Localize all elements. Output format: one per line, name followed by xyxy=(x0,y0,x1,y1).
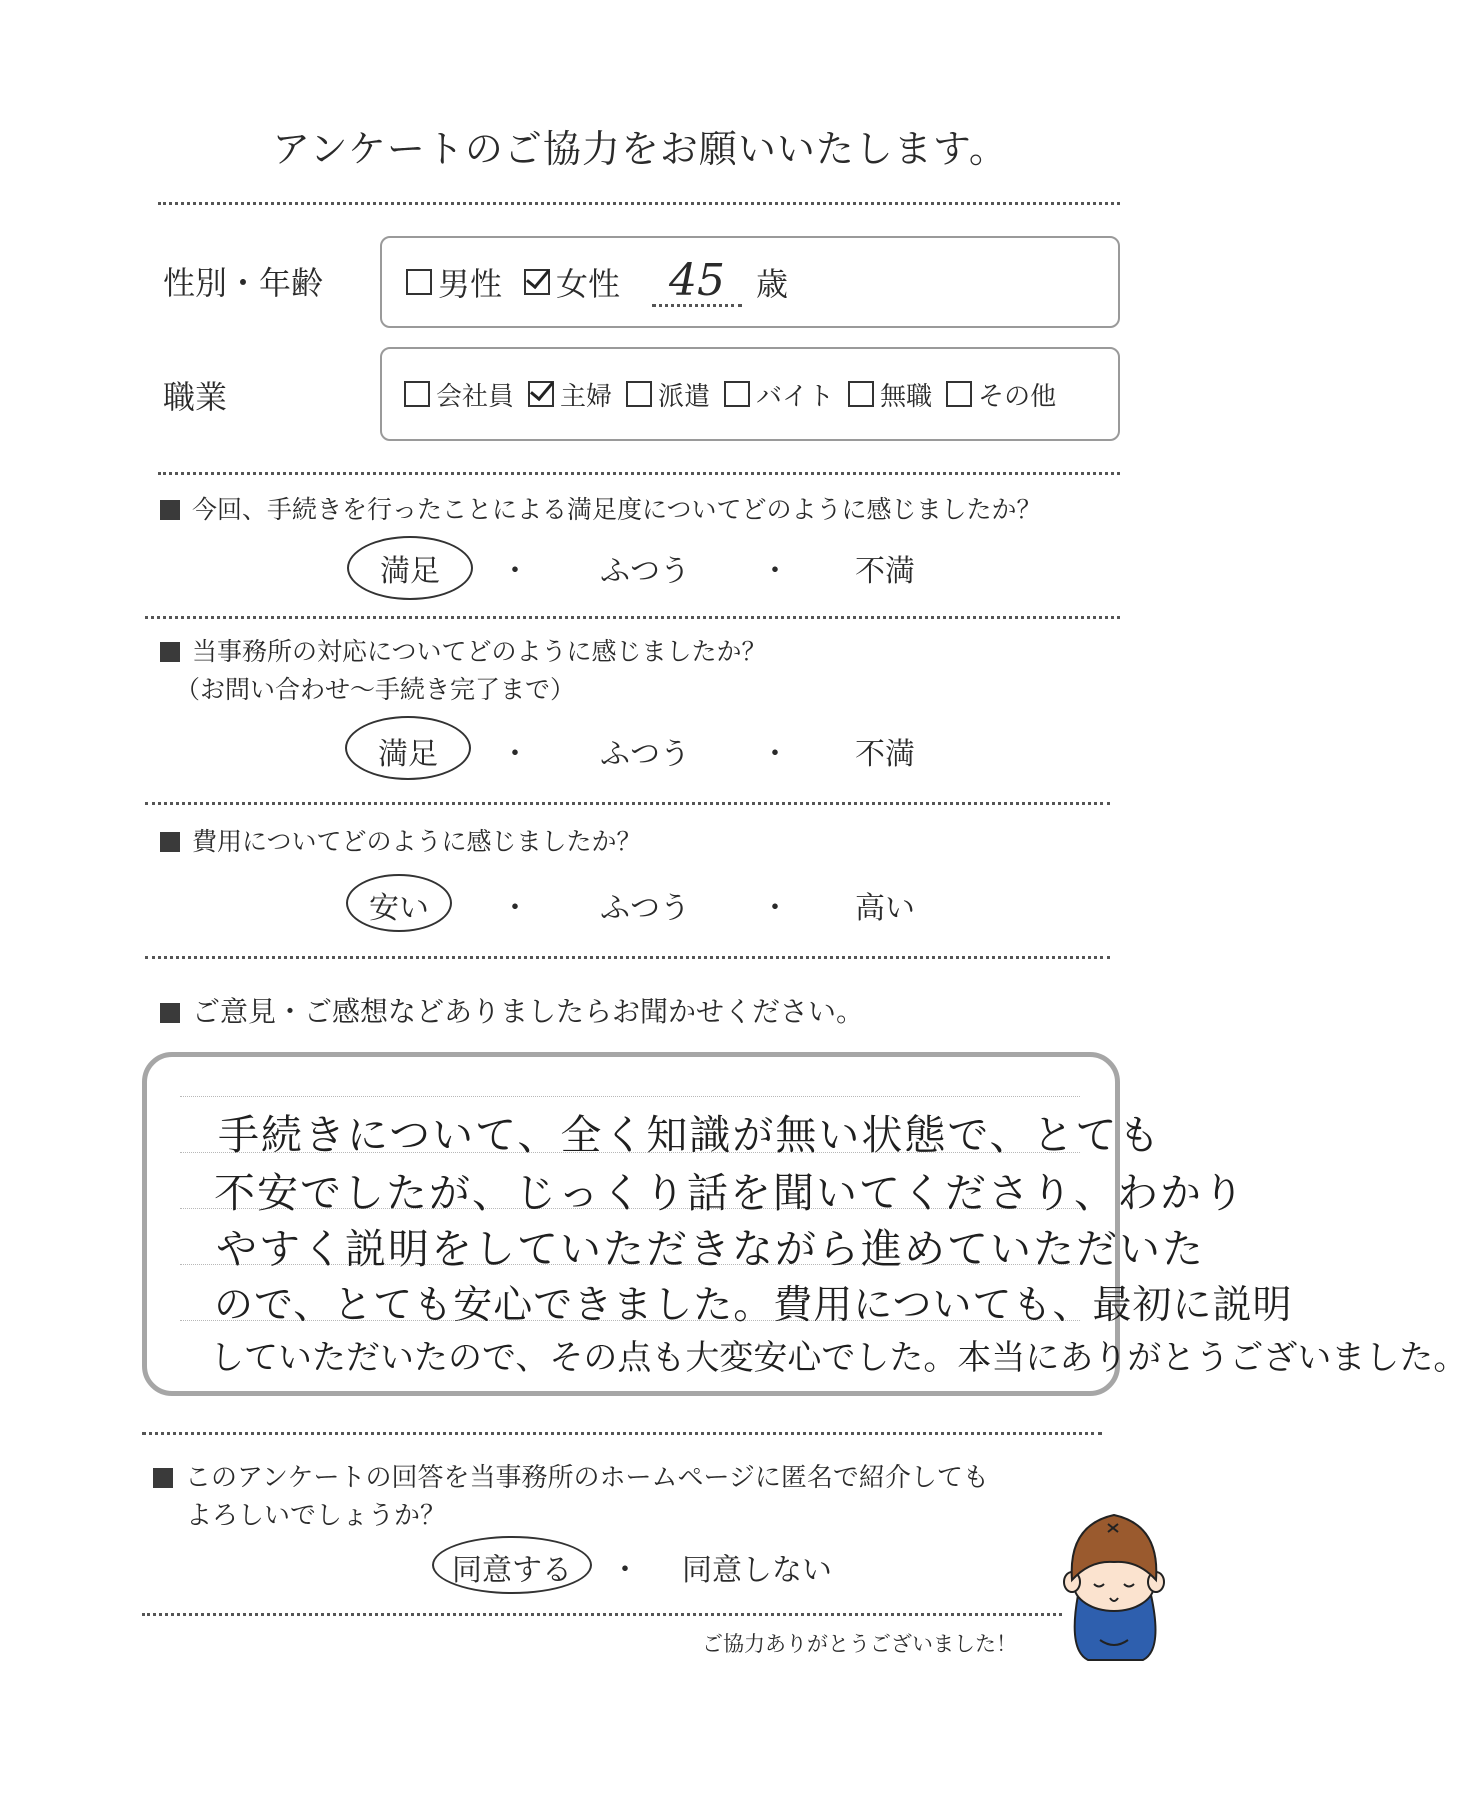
thanks-message: ご協力ありがとうございました！ xyxy=(702,1632,1017,1656)
question-text: このアンケートの回答を当事務所のホームページに匿名で紹介しても xyxy=(185,1463,989,1493)
gender-age-box xyxy=(380,236,1120,328)
separator: ・ xyxy=(760,554,790,589)
answer-cheap[interactable]: 安い xyxy=(369,891,429,926)
age-unit: 歳 xyxy=(756,265,789,303)
separator: ・ xyxy=(500,554,530,589)
occupation-label: 職業 xyxy=(163,378,228,416)
question-satisfaction xyxy=(160,490,1042,526)
option-label: 派遣 xyxy=(658,381,711,412)
option-label: バイト xyxy=(756,381,835,412)
bowing-character-icon xyxy=(1048,1500,1178,1665)
divider xyxy=(145,956,1110,959)
checkbox-checked[interactable] xyxy=(528,381,554,407)
occupation-option-other[interactable] xyxy=(946,376,1056,413)
square-bullet-icon xyxy=(160,1003,180,1023)
question-text: 費用についてどのように感じましたか？ xyxy=(192,827,642,856)
occupation-option-parttime[interactable] xyxy=(724,376,834,413)
divider xyxy=(142,1432,1102,1435)
question-response xyxy=(160,632,767,668)
checkbox[interactable] xyxy=(406,269,432,295)
comment-line: 手続きについて、全く知識が無い状態で、とても xyxy=(218,1111,1162,1159)
question-cost xyxy=(160,822,642,858)
square-bullet-icon xyxy=(160,832,180,852)
answer-agree[interactable]: 同意する xyxy=(452,1553,572,1588)
answer-disagree[interactable]: 同意しない xyxy=(682,1553,832,1588)
question-subtext: （お問い合わせ～手続き完了まで） xyxy=(175,675,576,704)
answer-dissatisfied[interactable]: 不満 xyxy=(855,737,915,772)
answer-expensive[interactable]: 高い xyxy=(855,891,915,926)
consent-question-line2: よろしいでしょうか？ xyxy=(186,1501,447,1531)
divider xyxy=(145,616,1120,619)
occupation-option-employee[interactable] xyxy=(404,376,514,413)
answer-normal[interactable]: ふつう xyxy=(600,554,690,589)
option-label: その他 xyxy=(978,381,1057,412)
consent-question xyxy=(153,1457,989,1494)
option-label: 女性 xyxy=(556,265,621,303)
option-label: 主婦 xyxy=(560,381,613,412)
ruled-line xyxy=(180,1096,1080,1097)
occupation-box xyxy=(380,347,1120,441)
checkbox-checked[interactable] xyxy=(524,269,550,295)
checkbox[interactable] xyxy=(946,381,972,407)
survey-title: アンケートのご協力をお願いいたします。 xyxy=(272,127,1008,171)
separator: ・ xyxy=(610,1553,640,1588)
divider xyxy=(158,472,1120,475)
checkbox[interactable] xyxy=(626,381,652,407)
gender-option-male[interactable] xyxy=(406,259,502,305)
option-label: 会社員 xyxy=(436,381,515,412)
age-value: 45 xyxy=(652,258,742,307)
comment-line: ので、とても安心できました。費用についても、最初に説明 xyxy=(214,1283,1293,1328)
separator: ・ xyxy=(760,891,790,926)
answer-dissatisfied[interactable]: 不満 xyxy=(855,554,915,589)
comment-line: していただいたので、その点も大変安心でした。本当にありがとうございました。 xyxy=(210,1338,1467,1378)
answer-normal[interactable]: ふつう xyxy=(600,737,690,772)
separator: ・ xyxy=(500,737,530,772)
divider xyxy=(142,1613,1062,1616)
occupation-option-housewife[interactable] xyxy=(528,376,612,413)
comment-line: やすく説明をしていただきながら進めていただいた xyxy=(216,1225,1205,1273)
age-field[interactable] xyxy=(652,254,789,307)
comment-line: 不安でしたが、じっくり話を聞いてくださり、わかり xyxy=(214,1169,1246,1217)
divider xyxy=(145,802,1110,805)
comment-question xyxy=(160,990,864,1030)
checkbox[interactable] xyxy=(404,381,430,407)
answer-satisfied[interactable]: 満足 xyxy=(378,737,438,772)
occupation-option-temp[interactable] xyxy=(626,376,710,413)
occupation-option-unemployed[interactable] xyxy=(848,376,932,413)
answer-normal[interactable]: ふつう xyxy=(600,891,690,926)
gender-option-female[interactable] xyxy=(524,259,620,305)
square-bullet-icon xyxy=(160,500,180,520)
question-text: 当事務所の対応についてどのように感じましたか？ xyxy=(192,637,767,666)
question-text: ご意見・ご感想などありましたらお聞かせください。 xyxy=(192,995,865,1028)
question-text: 今回、手続きを行ったことによる満足度についてどのように感じましたか？ xyxy=(192,495,1042,524)
checkbox[interactable] xyxy=(848,381,874,407)
answer-satisfied[interactable]: 満足 xyxy=(380,554,440,589)
option-label: 無職 xyxy=(880,381,933,412)
square-bullet-icon xyxy=(160,642,180,662)
option-label: 男性 xyxy=(438,265,503,303)
divider xyxy=(158,202,1120,205)
square-bullet-icon xyxy=(153,1468,173,1488)
gender-age-label: 性別・年齢 xyxy=(163,264,324,302)
checkbox[interactable] xyxy=(724,381,750,407)
separator: ・ xyxy=(500,891,530,926)
separator: ・ xyxy=(760,737,790,772)
